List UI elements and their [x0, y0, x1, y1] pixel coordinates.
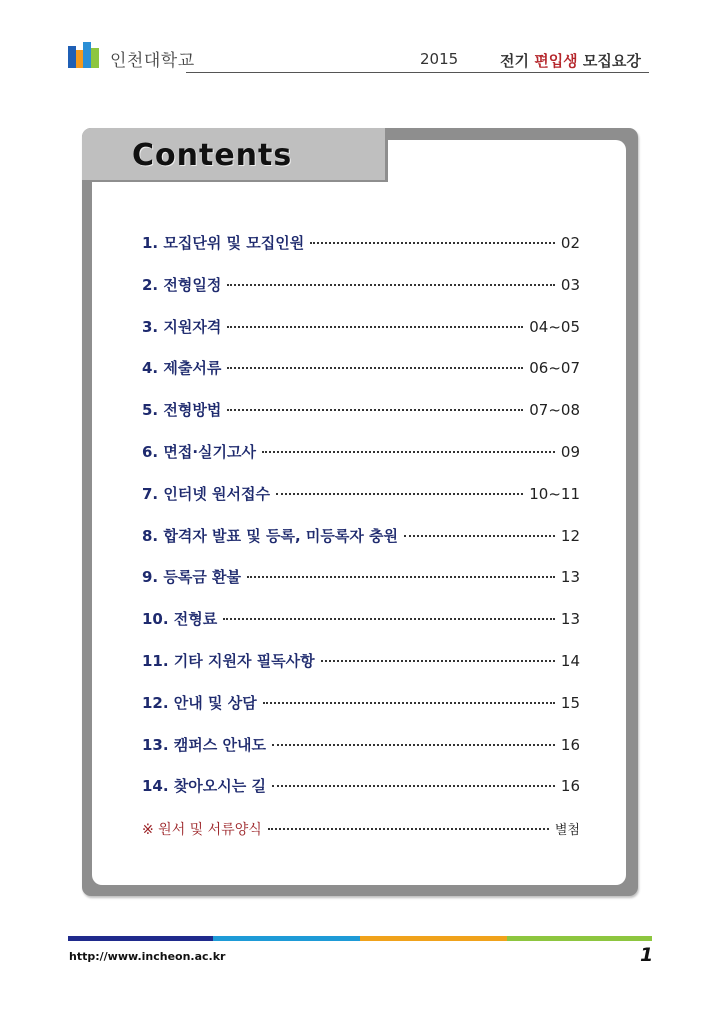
toc-item-page: 04~05: [529, 317, 580, 336]
toc-item-label: 14. 찾아오시는 길: [142, 777, 266, 796]
toc-leader-dots: [268, 827, 549, 830]
footer-bar-cyan: [213, 936, 360, 941]
header-title-pre: 전기: [500, 52, 535, 70]
toc-item-label: 4. 제출서류: [142, 359, 222, 378]
toc-item-page: 14: [560, 651, 580, 670]
toc-item[interactable]: [142, 399, 580, 441]
header-year: 2015: [420, 50, 459, 68]
toc-item[interactable]: [142, 608, 580, 650]
toc-leader-dots: [276, 492, 523, 495]
header-title-accent: 편입생: [534, 52, 578, 70]
toc-leader-dots: [223, 617, 555, 620]
footer-bar-green: [507, 936, 652, 941]
toc-item[interactable]: [142, 357, 580, 399]
toc-item-page: 13: [560, 568, 580, 587]
footer-bar-orange: [360, 936, 507, 941]
university-logo-icon: [66, 40, 106, 72]
toc-leader-dots: [310, 241, 555, 244]
toc-item-label: 1. 모집단위 및 모집인원: [142, 234, 305, 252]
toc-item-page: 별첨: [554, 823, 580, 839]
toc-item[interactable]: [142, 525, 580, 567]
toc-item[interactable]: [142, 441, 580, 483]
toc-leader-dots: [247, 575, 555, 578]
toc-item-label: 9. 등록금 환불: [142, 568, 242, 587]
toc-item[interactable]: [142, 692, 580, 734]
header-title-post: 모집요강: [577, 52, 641, 70]
toc-item[interactable]: [142, 274, 580, 316]
toc-item[interactable]: [142, 734, 580, 776]
toc-item[interactable]: [142, 775, 580, 817]
toc-item-label: 11. 기타 지원자 필독사항: [142, 651, 315, 670]
toc-item[interactable]: [142, 650, 580, 692]
toc-item-label: 8. 합격자 발표 및 등록, 미등록자 충원: [142, 526, 399, 545]
toc-item-label: 5. 전형방법: [142, 401, 222, 420]
toc-item-label: 3. 지원자격: [142, 317, 222, 336]
toc-item-page: 16: [560, 777, 580, 796]
toc-leader-dots: [272, 784, 555, 787]
toc-item-page: 13: [560, 610, 580, 629]
toc-item[interactable]: [142, 483, 580, 525]
footer-bar-blue: [68, 936, 213, 941]
toc-item-page: 09: [560, 442, 580, 461]
toc-item-label: ※ 원서 및 서류양식: [142, 822, 262, 839]
toc-item-page: 16: [560, 735, 580, 754]
toc-leader-dots: [227, 408, 523, 411]
toc-item-page: 10~11: [529, 484, 580, 503]
toc-item[interactable]: [142, 232, 580, 274]
contents-title: Contents: [132, 138, 293, 173]
toc-item-page: 12: [560, 526, 580, 545]
toc-item-page: 15: [560, 693, 580, 712]
footer-url-link[interactable]: http://www.incheon.ac.kr: [69, 950, 226, 963]
toc-leader-dots: [227, 366, 523, 369]
toc-item[interactable]: [142, 566, 580, 608]
toc-item-label: 7. 인터넷 원서접수: [142, 484, 271, 503]
header-title: [500, 50, 641, 71]
toc-item-page: 03: [560, 275, 580, 294]
header-divider: [186, 72, 649, 73]
toc-leader-dots: [272, 743, 555, 746]
contents-tab: [82, 128, 385, 180]
toc-leader-dots: [227, 325, 523, 328]
toc-leader-dots: [321, 659, 555, 662]
toc-item-page: 06~07: [529, 359, 580, 378]
toc-leader-dots: [227, 283, 555, 286]
page-number: 1: [640, 944, 654, 966]
toc-item-label: 10. 전형료: [142, 610, 218, 629]
toc-leader-dots: [404, 534, 555, 537]
toc-leader-dots: [262, 450, 555, 453]
toc-note-item[interactable]: [142, 819, 580, 861]
toc-item-label: 2. 전형일정: [142, 275, 222, 294]
university-name: 인천대학교: [110, 51, 195, 71]
toc-item-label: 12. 안내 및 상담: [142, 693, 257, 712]
toc-leader-dots: [263, 701, 555, 704]
toc-item-page: 02: [560, 234, 580, 252]
toc-item-label: 13. 캠퍼스 안내도: [142, 735, 266, 754]
toc-item[interactable]: [142, 316, 580, 358]
toc-item-page: 07~08: [529, 401, 580, 420]
table-of-contents: [142, 232, 580, 861]
toc-item-label: 6. 면접·실기고사: [142, 442, 256, 461]
